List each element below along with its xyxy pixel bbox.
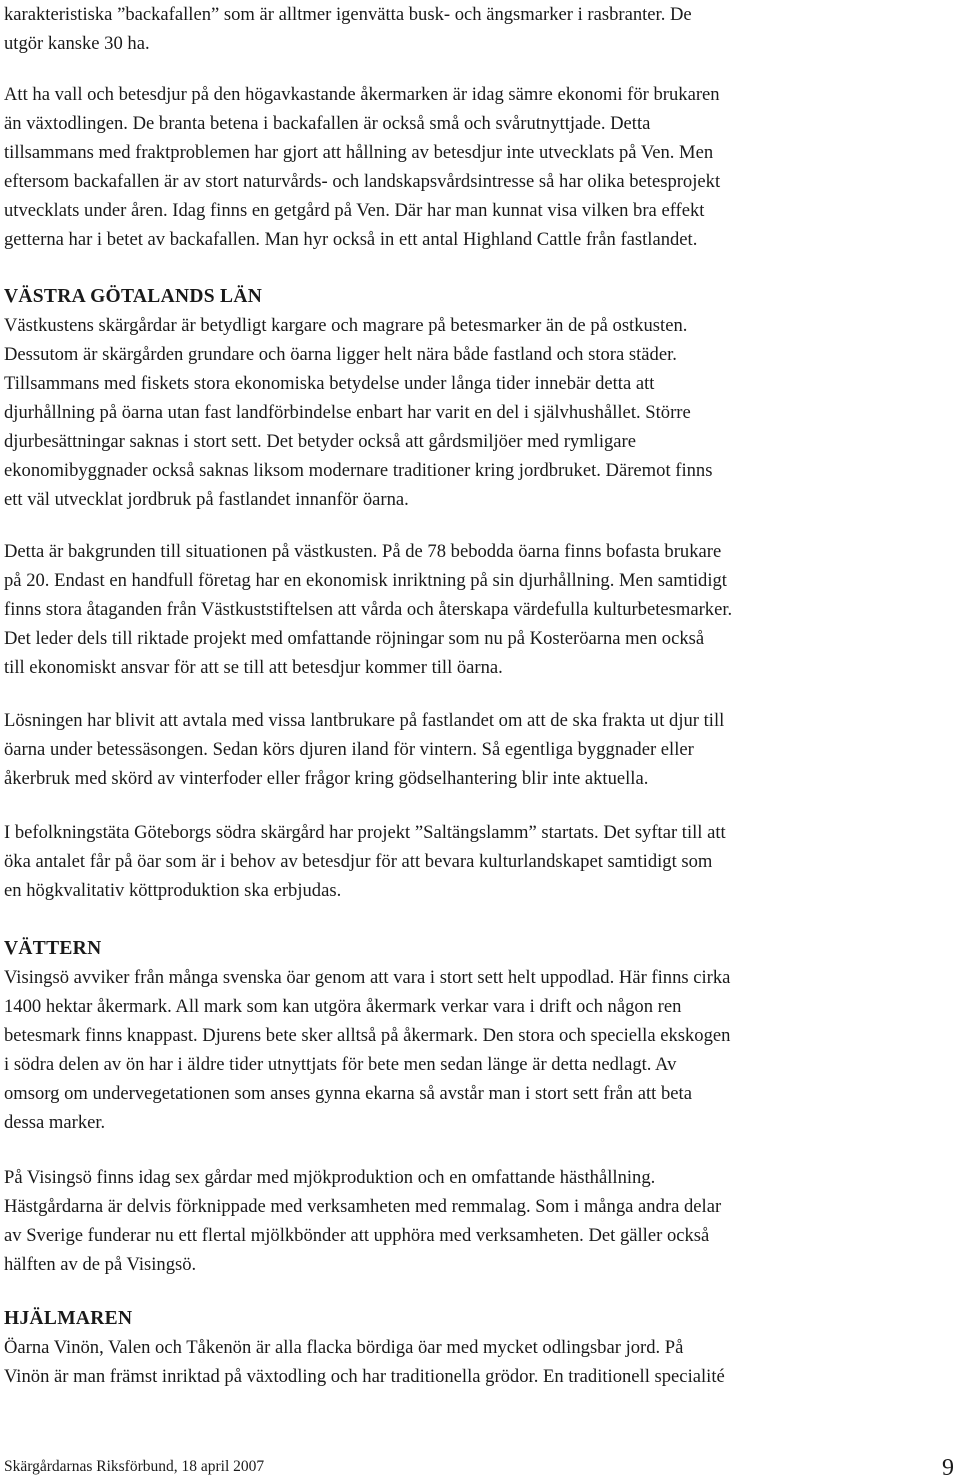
text-line: av Sverige funderar nu ett flertal mjölkbönder att upphöra med verksamheten. Det gäller också	[4, 1225, 710, 1246]
vattern-paragraph-1	[4, 963, 730, 1137]
text-line: öka antalet får på öar som är i behov av betesdjur för att bevara kulturlandskapet samtidigt som	[4, 851, 713, 872]
text-line: Tillsammans med fiskets stora ekonomiska betydelse under långa tider innebär detta att	[4, 373, 655, 394]
text-line: hälften av de på Visingsö.	[4, 1254, 197, 1275]
section-heading-hjalmaren: HJÄLMAREN	[4, 1308, 133, 1329]
text-line: på 20. Endast en handfull företag har en ekonomisk inriktning på sin djurhållning. Men samtidigt	[4, 570, 727, 591]
text-line: 1400 hektar åkermark. All mark som kan utgöra åkermark verkar vara i drift och någon ren	[4, 996, 682, 1017]
text-line: Västkustens skärgårdar är betydligt kargare och magrare på betesmarker än de på ostkusten.	[4, 315, 688, 336]
text-line: Öarna Vinön, Valen och Tåkenön är alla flacka bördiga öar med mycket odlingsbar jord. På	[4, 1337, 684, 1358]
text-line: karakteristiska ”backafallen” som är alltmer igenvätta busk- och ängsmarker i rasbranter. De	[4, 4, 692, 25]
vastra-paragraph-3	[4, 706, 724, 793]
text-line: eftersom backafallen är av stort naturvårds- och landskapsvårdsintresse så har olika betesprojekt	[4, 171, 721, 192]
text-line: Visingsö avviker från många svenska öar genom att vara i stort sett helt uppodlad. Här finns cirka	[4, 967, 731, 988]
text-line: en högkvalitativ köttproduktion ska erbjudas.	[4, 880, 342, 901]
text-line: åkerbruk med skörd av vinterfoder eller frågor kring gödselhantering blir inte aktuella.	[4, 768, 649, 789]
text-line: ett väl utvecklat jordbruk på fastlandet innanför öarna.	[4, 489, 409, 510]
text-line: betesmark finns knappast. Djurens bete sker alltså på åkermark. Den stora och speciella ekskogen	[4, 1025, 731, 1046]
text-line: än växtodlingen. De branta betena i backafallen är också små och svårutnyttjade. Detta	[4, 113, 651, 134]
vastra-paragraph-1	[4, 311, 712, 514]
text-line: djurhållning på öarna utan fast landförbindelse enbart har varit en del i självhushållet. Större	[4, 402, 691, 423]
hjalmaren-paragraph-1	[4, 1333, 725, 1391]
text-line: Detta är bakgrunden till situationen på västkusten. På de 78 bebodda öarna finns bofasta brukare	[4, 541, 722, 562]
text-line: getterna har i betet av backafallen. Man hyr också in ett antal Highland Cattle från fastlandet.	[4, 229, 698, 250]
section-heading-vastra-gotalands-lan: VÄSTRA GÖTALANDS LÄN	[4, 286, 263, 307]
text-line: På Visingsö finns idag sex gårdar med mjökproduktion och en omfattande hästhållning.	[4, 1167, 656, 1188]
vastra-paragraph-2	[4, 537, 732, 682]
intro-paragraph	[4, 0, 692, 58]
text-line: i södra delen av ön har i äldre tider utnyttjats för bete men sedan länge är detta nedlagt. Av	[4, 1054, 677, 1075]
text-line: omsorg om undervegetationen som anses gynna ekarna så avstår man i stort sett från att beta	[4, 1083, 692, 1104]
section-heading-vattern: VÄTTERN	[4, 938, 102, 959]
vastra-paragraph-4	[4, 818, 726, 905]
text-line: Lösningen har blivit att avtala med vissa lantbrukare på fastlandet om att de ska frakta ut djur till	[4, 710, 725, 731]
text-line: ekonomibyggnader också saknas liksom modernare traditioner kring jordbruket. Däremot finns	[4, 460, 713, 481]
intro-paragraph-2	[4, 80, 720, 254]
text-line: till ekonomiskt ansvar för att se till att betesdjur kommer till öarna.	[4, 657, 503, 678]
text-line: dessa marker.	[4, 1112, 106, 1133]
text-line: djurbesättningar saknas i stort sett. Det betyder också att gårdsmiljöer med rymligare	[4, 431, 637, 452]
text-line: tillsammans med fraktproblemen har gjort att hållning av betesdjur inte utvecklats på Ven. Men	[4, 142, 714, 163]
text-line: Dessutom är skärgården grundare och öarna ligger helt nära både fastland och stora städer.	[4, 344, 677, 365]
text-line: finns stora åtaganden från Västkuststiftelsen att vårda och återskapa värdefulla kulturbetesmarker.	[4, 599, 733, 620]
text-line: Det leder dels till riktade projekt med omfattande röjningar som nu på Kosteröarna men också	[4, 628, 705, 649]
vattern-paragraph-2	[4, 1163, 721, 1279]
page-footer	[4, 1454, 954, 1483]
text-line: utgör kanske 30 ha.	[4, 33, 150, 54]
text-line: I befolkningstäta Göteborgs södra skärgård har projekt ”Saltängslamm” startats. Det syftar till att	[4, 822, 726, 843]
footer-publisher: Skärgårdarnas Riksförbund, 18 april 2007	[4, 1458, 265, 1475]
text-line: Hästgårdarna är delvis förknippade med verksamheten med remmalag. Som i många andra delar	[4, 1196, 722, 1217]
text-line: Att ha vall och betesdjur på den högavkastande åkermarken är idag sämre ekonomi för brukaren	[4, 84, 720, 105]
page-number: 9	[942, 1455, 954, 1481]
text-line: utvecklats under åren. Idag finns en getgård på Ven. Där har man kunnat visa vilken bra effekt	[4, 200, 705, 221]
text-line: Vinön är man främst inriktad på växtodling och har traditionella grödor. En traditionell specialité	[4, 1366, 725, 1387]
text-line: öarna under betessäsongen. Sedan körs djuren iland för vintern. Så egentliga byggnader eller	[4, 739, 694, 760]
